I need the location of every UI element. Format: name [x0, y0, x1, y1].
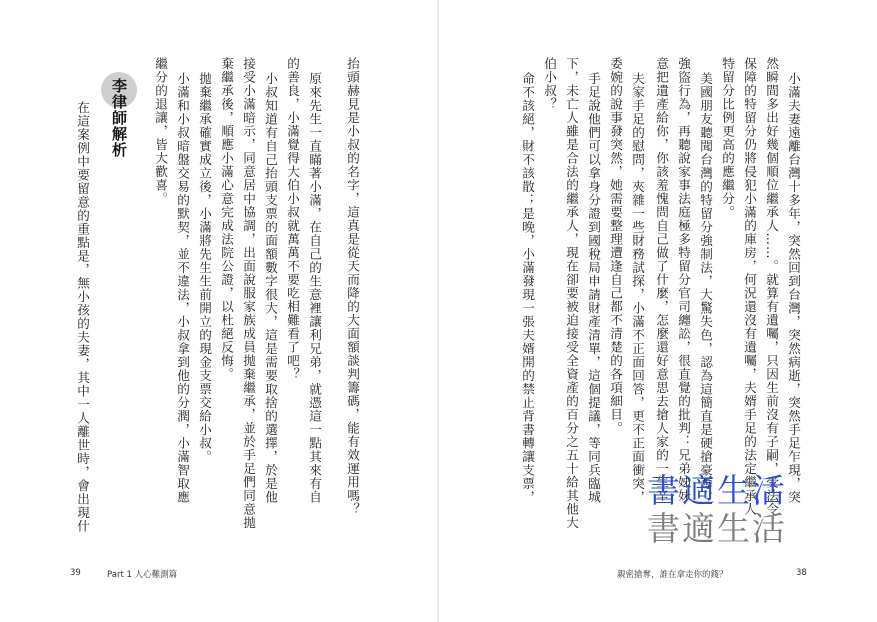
text-column: 拋棄繼承確實成立後，小滿將先生生前開立的現金支票交給小叔。 [197, 72, 212, 464]
text-column: 小滿夫妻遠離台灣十多年，突然回到台灣，突然病逝，突然手足乍現，突 [786, 72, 801, 504]
watermark-text: 書適生活 [647, 471, 787, 510]
text-column: 在這案例中要留意的重點是，無小孩的夫妻，其中一人離世時，會出現什 [75, 101, 90, 533]
text-column: 美國朋友聽聞台灣的特留分強制法，大驚失色，認為這簡直是硬搶豪奪， [698, 72, 713, 504]
left-page [0, 0, 438, 622]
text-column: 伯小叔？ [542, 57, 557, 111]
page-number-left: 39 [70, 568, 81, 578]
running-head-right: 親密搶奪，誰在拿走你的錢？ [617, 570, 728, 580]
text-column: 特留分比例更高的應繼分。 [720, 57, 735, 219]
text-column: 小叔知道有自己抬頭支票的面額數字很大，這是需要取捨的選擇，於是他 [263, 72, 278, 504]
running-head-left: Part 1 人心難測篇 [107, 570, 178, 580]
text-column: 的善良，小滿覺得大伯小叔就萬萬不要吃相難看了吧？ [285, 57, 300, 381]
text-column: 接受小滿暗示，同意居中協調，出面說服家族成員拋棄繼承，並於手足們同意拋 [241, 57, 256, 530]
text-column: 然瞬間多出好幾個順位繼承人……。就算有遺囑，只因生前沒有子嗣，受法令 [764, 57, 779, 516]
section-heading: 李律師解析 [110, 78, 128, 158]
text-column: 命不該絕，財不該散；是晚，小滿發現一張夫婿開的禁止背書轉讓支票， [520, 72, 535, 504]
text-column: 原來先生一直瞞著小滿，在自己的生意裡讓利兄弟，就憑這一點其來有自 [307, 72, 322, 504]
text-column: 抬頭赫見是小叔的名字，這真是從天而降的大面額談判籌碼，能有效運用嗎？ [345, 57, 360, 516]
page-number-right: 38 [796, 568, 807, 578]
text-column: 繼分的退讓，皆大歡喜。 [153, 57, 168, 206]
text-column: 委婉的說事發突然，她需要整理遭逢自己都不清楚的各項細目。 [608, 57, 623, 435]
text-column: 手足說他們可以拿身分證到國稅局申請財產清單，這個提議，等同兵臨城 [586, 72, 601, 504]
watermark-text-shadow: 書適生活 [647, 509, 787, 548]
text-column: 棄繼承後，順應小滿心意完成法院公證，以杜絕反悔。 [219, 57, 234, 381]
text-column: 小滿和小叔暗盤交易的默契，並不違法，小叔拿到他的分潤，小滿智取應 [175, 72, 190, 504]
text-column: 保障的特留分仍將侵犯小滿的庫房，何況還沒有遺囑，夫婿手足的法定繼承人 [742, 57, 757, 516]
text-column: 夫家手足的慰問，夾雜一些財務試探，小滿不正面回答，更不正面衝突， [630, 72, 645, 504]
text-column: 下，未亡人雖是合法的繼承人，現在卻要被迫接受全資產的百分之五十給其他大 [564, 57, 579, 530]
text-column: 強盜行為，再聽說家事法庭極多特留分官司纏訟，很直覺的批判：兄弟姊妹 [676, 57, 691, 503]
text-column: 意把遺產給你，你該羞愧問自己做了什麼，怎麼還好意思去搶人家的一生辛 [654, 57, 669, 503]
